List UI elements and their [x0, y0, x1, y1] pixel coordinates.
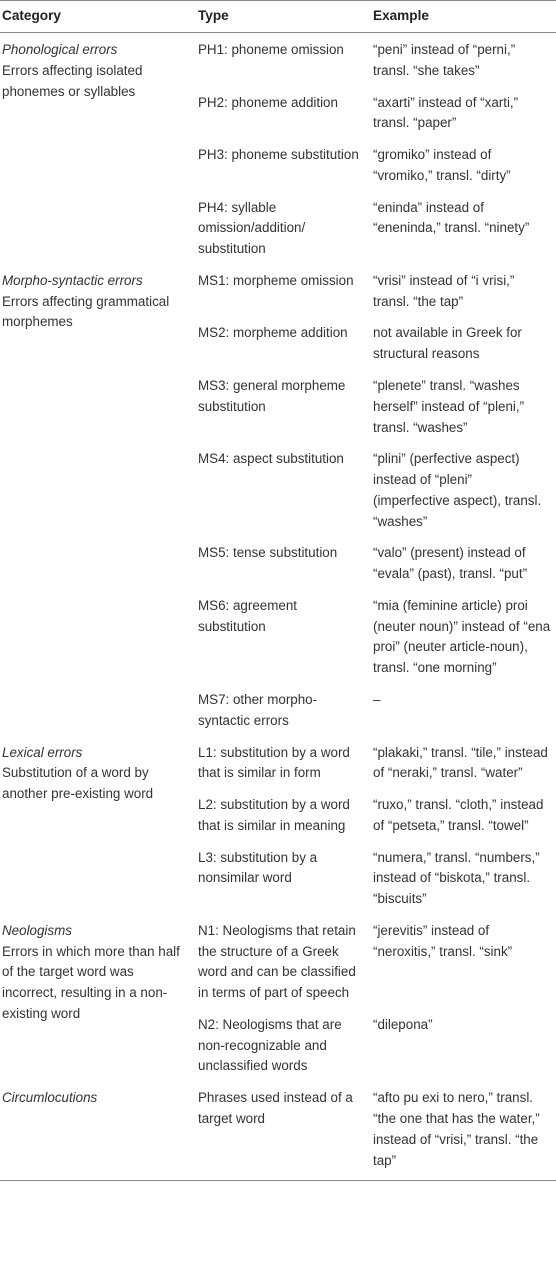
table-body [0, 33, 556, 1181]
type-cell: MS5: tense substitution [198, 545, 338, 561]
table-row [0, 33, 556, 91]
type-cell: MS4: aspect substitution [198, 451, 344, 467]
example-cell: “plini” (perfective aspect) instead of “pleni” (imperfective aspect), transl. “washes” [373, 451, 542, 529]
type-cell: L3: substitution by a nonsimilar word [198, 849, 318, 886]
header-example: Example [371, 1, 556, 33]
table-row [0, 919, 556, 1013]
example-cell: “gromiko” instead of “vromiko,” transl. “dirty” [373, 147, 511, 183]
type-cell: MS7: other morpho-syntactic errors [198, 691, 318, 728]
category-description: Errors affecting isolated phonemes or syllables [2, 62, 143, 99]
table-row [0, 269, 556, 322]
example-cell: not available in Greek for structural reasons [373, 325, 522, 362]
example-cell: “ruxo,” transl. “cloth,” instead of “petseta,” transl. “towel” [373, 797, 544, 833]
example-cell: – [373, 691, 381, 707]
example-cell: “mia (feminine article) proi (neuter noun)” instead of “ena proi” (neuter article-noun), transl. “one morning” [373, 597, 551, 676]
type-cell: MS3: general morpheme substitution [198, 378, 346, 414]
type-cell: Phrases used instead of a target word [196, 1086, 371, 1181]
table-row [0, 741, 556, 794]
category-title: Circumlocutions [2, 1090, 98, 1106]
type-cell: PH2: phoneme addition [198, 94, 338, 110]
header-category: Category [0, 1, 196, 33]
example-cell: “vrisi” instead of “i vrisi,” transl. “the tap” [373, 272, 515, 309]
header-type: Type [196, 1, 371, 33]
type-cell: MS6: agreement substitution [198, 597, 297, 634]
type-cell: MS2: morpheme addition [198, 325, 348, 341]
type-cell: PH3: phoneme substitution [198, 147, 359, 163]
category-description: Errors in which more than half of the target word was incorrect, resulting in a non-existing word [2, 943, 180, 1021]
example-cell: “dilepona” [373, 1016, 433, 1032]
category-title: Neologisms [2, 922, 72, 938]
type-cell: N2: Neologisms that are non-recognizable and unclassified words [198, 1016, 342, 1074]
table-header [0, 1, 556, 33]
category-description: Substitution of a word by another pre-existing word [2, 765, 154, 802]
example-cell: “axarti” instead of “xarti,” transl. “paper” [373, 94, 519, 131]
example-cell: “peni” instead of “perni,” transl. “she takes” [373, 42, 516, 78]
type-cell: PH1: phoneme omission [198, 42, 344, 58]
example-cell: “jerevitis” instead of “neroxitis,” transl. “sink” [373, 922, 513, 959]
example-cell: “afto pu exi to nero,” transl. “the one that has the water,” instead of “vrisi,” transl. “the tap” [371, 1086, 556, 1181]
type-cell: MS1: morpheme omission [198, 272, 354, 288]
type-cell: L2: substitution by a word that is similar in meaning [198, 797, 350, 833]
example-cell: “valo” (present) instead of “evala” (past), transl. “put” [373, 545, 528, 582]
category-cell [0, 269, 196, 741]
type-cell: PH4: syllable omission/addition/ substitution [198, 199, 306, 257]
table-row [0, 1086, 556, 1181]
category-cell [0, 33, 196, 269]
category-title: Phonological errors [2, 42, 118, 58]
category-title: Lexical errors [2, 744, 83, 760]
example-cell: “numera,” transl. “numbers,” instead of “biskota,” transl. “biscuits” [373, 849, 540, 907]
category-cell [0, 1086, 196, 1181]
category-title: Morpho-syntactic errors [2, 272, 143, 288]
category-cell [0, 919, 196, 1086]
example-cell: “plenete” transl. “washes herself” instead of “pleni,” transl. “washes” [373, 378, 525, 435]
type-cell: L1: substitution by a word that is similar in form [198, 744, 350, 781]
example-cell: “plakaki,” transl. “tile,” instead of “neraki,” transl. “water” [373, 744, 548, 781]
example-cell: “eninda” instead of “eneninda,” transl. “ninety” [373, 199, 530, 236]
category-cell [0, 741, 196, 919]
category-description: Errors affecting grammatical morphemes [2, 293, 170, 330]
type-cell: N1: Neologisms that retain the structure of a Greek word and can be classified in terms of part of speech [198, 922, 356, 1001]
